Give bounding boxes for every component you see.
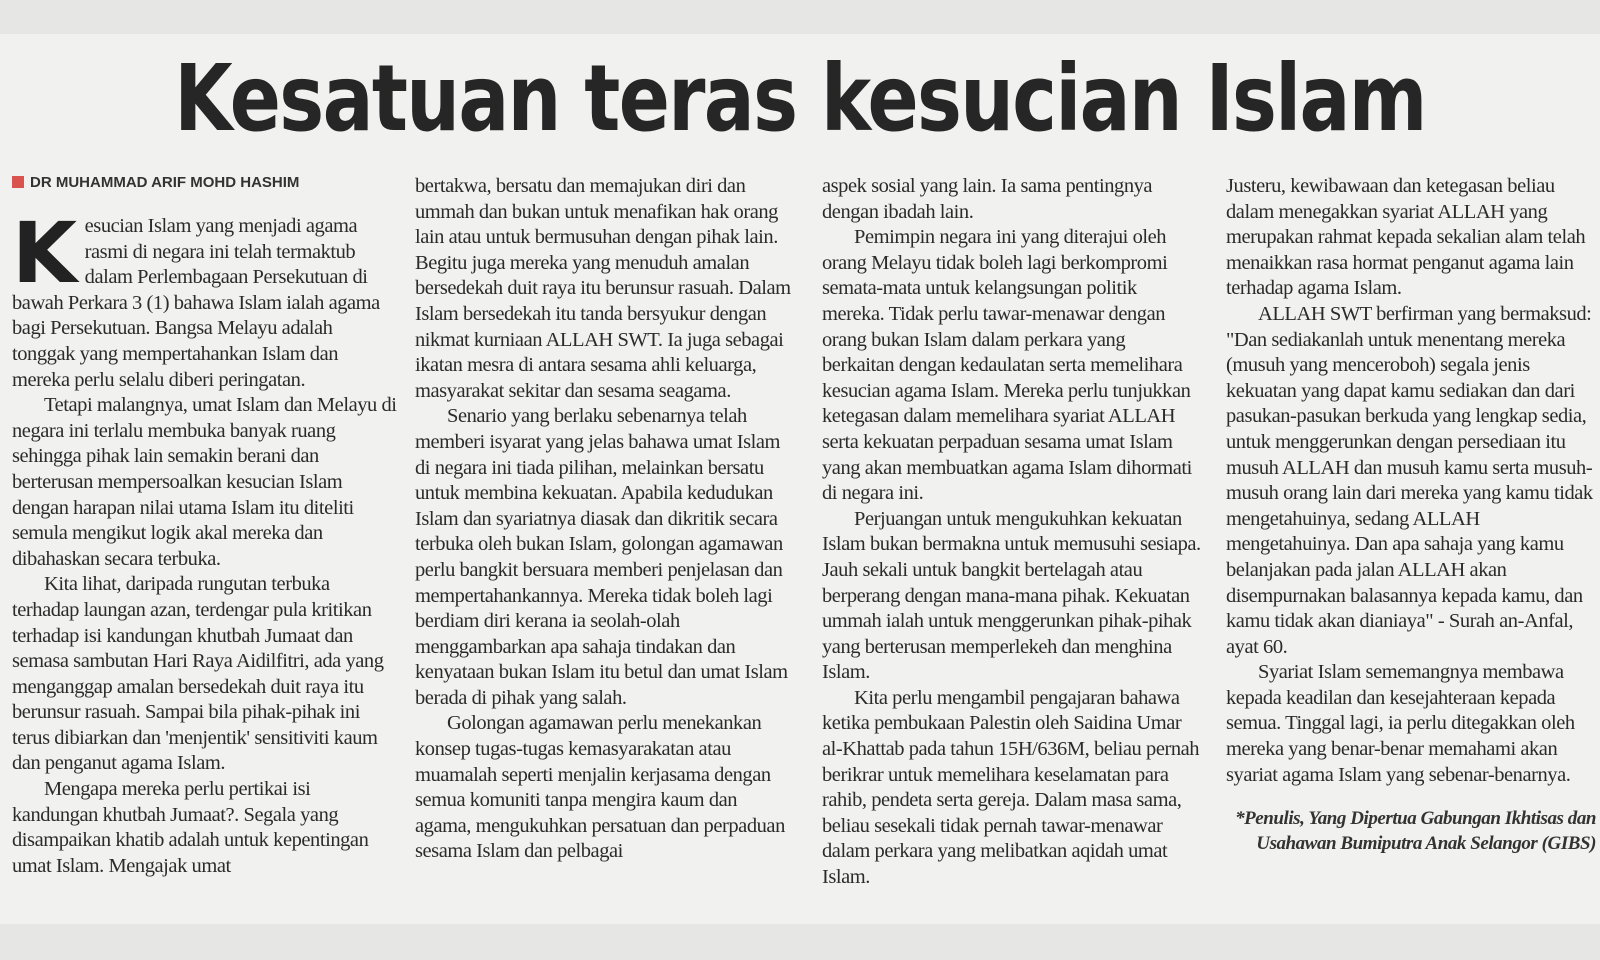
article-column-1 <box>12 204 397 879</box>
author-name: DR MUHAMMAD ARIF MOHD HASHIM <box>30 174 300 191</box>
headline: Kesatuan teras kesucian Islam <box>174 45 1426 152</box>
paragraph: bertakwa, bersatu dan memajukan diri dan ummah dan bukan untuk menafikan hak orang lain atau untuk bermusuhan dengan pihak lain. Begitu juga mereka yang menuduh amalan bersedekah duit raya itu berunsur rasuah. Dalam Islam bersedekah itu tanda bersyukur dengan nikmat kurniaan ALLAH SWT. Ia juga sebagai ikatan mesra di antara sesama ahli keluarga, masyarakat sekitar dan sesama seagama. <box>415 175 791 402</box>
paragraph: Senario yang berlaku sebenarnya telah memberi isyarat yang jelas bahawa umat Islam di negara ini tiada pilihan, melainkan bersatu untuk membina kekuatan. Apabila kedudukan Islam dan syariatnya diasak dan dikritik secara terbuka oleh bukan Islam, golongan agamawan perlu bangkit bersuara memberi penjelasan dan mempertahankannya. Mereka tidak boleh lagi berdiam diri kerana ia seolah-olah menggambarkan apa sahaja tindakan dan kenyataan bukan Islam itu betul dan umat Islam berada di pihak yang salah. <box>415 405 788 709</box>
paragraph: aspek sosial yang lain. Ia sama pentingnya dengan ibadah lain. <box>822 175 1153 223</box>
paragraph: Perjuangan untuk mengukuhkan kekuatan Islam bukan bermakna untuk memusuhi sesiapa. Jauh sekali untuk bangkit bertelagah atau berperang dengan mana-mana pihak. Kekuatan ummah ialah untuk menggerunkan pihak-pihak yang berterusan memperlekeh dan menghina Islam. <box>822 507 1201 684</box>
newspaper-clipping <box>0 34 1600 924</box>
byline <box>12 174 299 191</box>
paragraph: Kita perlu mengambil pengajaran bahawa ketika pembukaan Palestin oleh Saidina Umar al-Khattab pada tahun 15H/636M, beliau pernah berikrar untuk memelihara keselamatan para rahib, pendeta serta gereja. Dalam masa sama, beliau sesekali tidak pernah tawar-menawar dalam perkara yang melibatkan aqidah umat Islam. <box>822 686 1200 889</box>
article-column-2 <box>415 174 795 865</box>
paragraph: Mengapa mereka perlu pertikai isi kandungan khutbah Jumaat?. Segala yang disampaikan khatib adalah untuk kepentingan umat Islam. Mengajak umat <box>12 778 369 877</box>
paragraph: Justeru, kewibawaan dan ketegasan beliau dalam menegakkan syariat ALLAH yang merupakan rahmat kepada sekalian alam telah menaikkan rasa hormat penganut agama lain terhadap agama Islam. <box>1226 175 1586 300</box>
paragraph: Golongan agamawan perlu menekankan konsep tugas-tugas kemasyarakatan atau muamalah seperti menjalin kerjasama dengan semua komuniti tanpa mengira kaum dan agama, mengukuhkan persatuan dan perpaduan sesama Islam dan pelbagai <box>415 712 785 863</box>
drop-cap: K <box>12 204 77 302</box>
paragraph: Kesucian Islam yang menjadi agama rasmi di negara ini telah termaktub dalam Perlembagaan Persekutuan di bawah Perkara 3 (1) bahawa Islam ialah agama bagi Persekutuan. Bangsa Melayu adalah tonggak yang mempertahankan Islam dan mereka perlu selalu diberi peringatan. <box>12 204 380 391</box>
paragraph: Tetapi malangnya, umat Islam dan Melayu di negara ini terlalu membuka banyak ruang sehingga pihak lain semakin berani dan berterusan mempersoalkan kesucian Islam dengan harapan nilai utama Islam itu diteliti semula mengikut logik akal mereka dan dibahaskan secara terbuka. <box>12 394 397 570</box>
article-column-3 <box>822 174 1202 891</box>
paragraph: Pemimpin negara ini yang diterajui oleh orang Melayu tidak boleh lagi berkompromi semata-mata untuk kelangsungan politik mereka. Tidak perlu tawar-menawar dengan orang bukan Islam dalam perkara yang berkaitan dengan kedaulatan serta memelihara kesucian agama Islam. Mereka perlu tunjukkan ketegasan dalam memelihara syariat ALLAH serta kekuatan perpaduan sesama umat Islam yang akan membuatkan agama Islam dihormati di negara ini. <box>822 226 1192 505</box>
paragraph: Syariat Islam sememangnya membawa kepada keadilan dan kesejahteraan kepada semua. Tinggal lagi, ia perlu ditegakkan oleh mereka yang benar-benar memahami akan syariat agama Islam yang sebenar-benarnya. <box>1226 661 1575 786</box>
article-column-4 <box>1226 174 1596 856</box>
paragraph: ALLAH SWT berfirman yang bermaksud: "Dan sediakanlah untuk menentang mereka (musuh yang menceroboh) segala jenis kekuatan yang dapat kamu sediakan dan dari pasukan-pasukan berkuda yang lengkap sedia, untuk menggerunkan dengan persediaan itu musuh ALLAH dan musuh kamu serta musuh-musuh orang lain dari mereka yang kamu tidak mengetahuinya, sedang ALLAH mengetahuinya. Dan apa sahaja yang kamu belanjakan pada jalan ALLAH akan disempurnakan balasannya kepada kamu, dan kamu tidak akan dianiaya" - Surah an-Anfal, ayat 60. <box>1226 302 1593 658</box>
byline-marker <box>12 176 24 188</box>
paragraph: Kita lihat, daripada rungutan terbuka terhadap laungan azan, terdengar pula kritikan terhadap isi kandungan khutbah Jumaat dan semasa sambutan Hari Raya Aidilfitri, ada yang menganggap amalan bersedekah duit raya itu berunsur rasuah. Sampai bila pihak-pihak ini terus dibiarkan dan 'menjentik' sensitiviti kaum dan penganut agama Islam. <box>12 573 384 775</box>
author-credit: *Penulis, Yang Dipertua Gabungan Ikhtisas dan Usahawan Bumiputra Anak Selangor (GIBS) <box>1235 808 1596 855</box>
